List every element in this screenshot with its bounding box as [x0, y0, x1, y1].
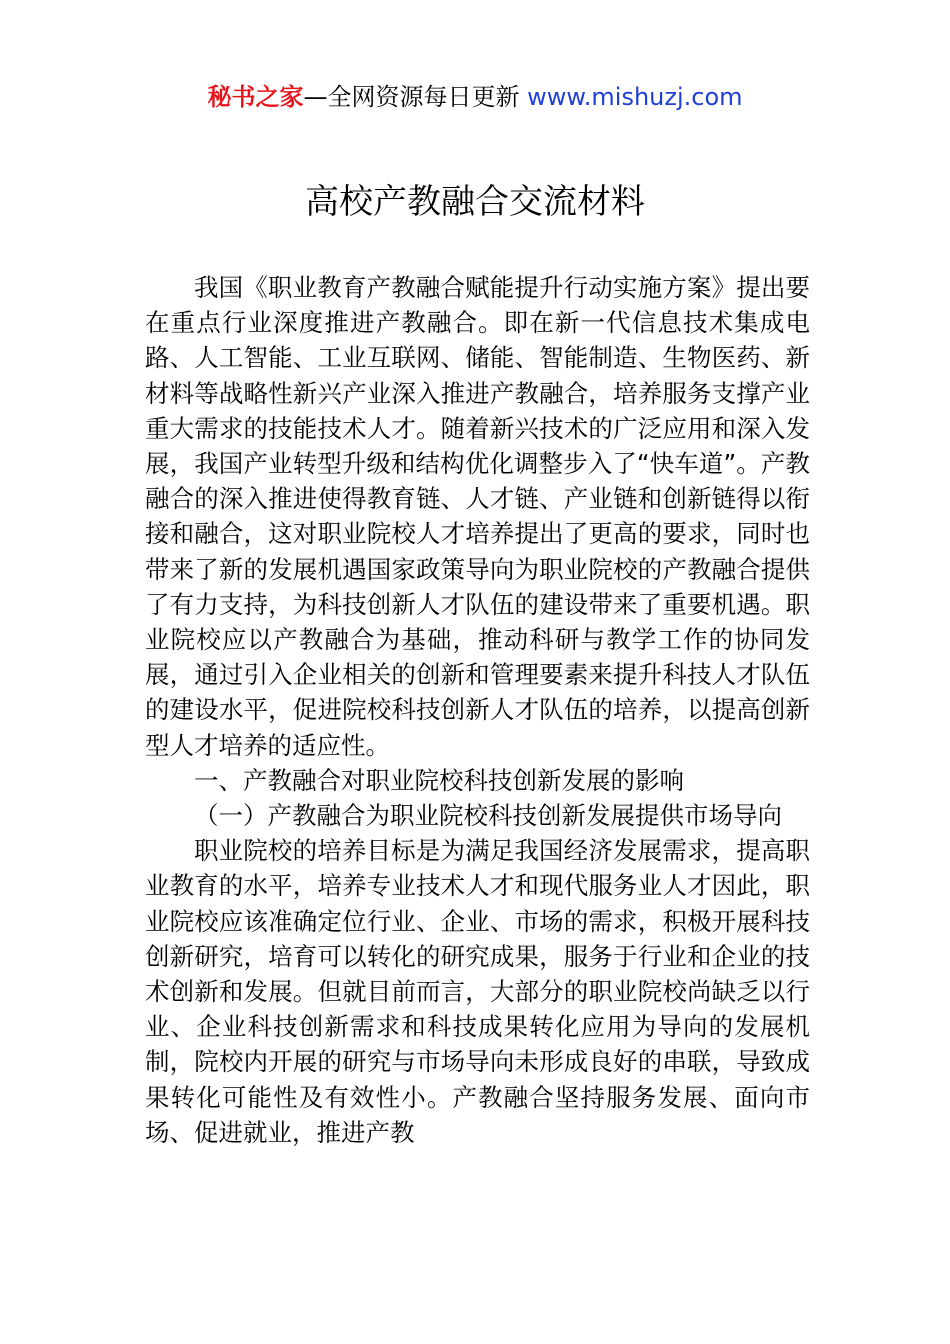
- paragraph-intro: 我国《职业教育产教融合赋能提升行动实施方案》提出要在重点行业深度推进产教融合。即在新一代信息技术集成电路、人工智能、工业互联网、储能、智能制造、生物医药、新材料等战略性新兴产业深入推进产教融合，培养服务支撑产业重大需求的技能技术人才。随着新兴技术的广泛应用和深入发展，我国产业转型升级和结构优化调整步入了“快车道”。产教融合的深入推进使得教育链、人才链、产业链和创新链得以衔接和融合，这对职业院校人才培养提出了更高的要求，同时也带来了新的发展机遇国家政策导向为职业院校的产教融合提供了有力支持，为科技创新人才队伍的建设带来了重要机遇。职业院校应以产教融合为基础，推动科研与教学工作的协同发展，通过引入企业相关的创新和管理要素来提升科技人才队伍的建设水平，促进院校科技创新人才队伍的培养，以提高创新型人才培养的适应性。: [145, 273, 810, 760]
- paragraph-body: 职业院校的培养目标是为满足我国经济发展需求，提高职业教育的水平，培养专业技术人才和现代服务业人才因此，职业院校应该准确定位行业、企业、市场的需求，积极开展科技创新研究，培育可以转化的研究成果，服务于行业和企业的技术创新和发展。但就目前而言，大部分的职业院校尚缺乏以行业、企业科技创新需求和科技成果转化应用为导向的发展机制，院校内开展的研究与市场导向未形成良好的串联，导致成果转化可能性及有效性小。产教融合坚持服务发展、面向市场、促进就业，推进产教: [145, 836, 810, 1147]
- document-title: 高校产教融合交流材料: [305, 182, 645, 222]
- site-url[interactable]: www.mishuzj.com: [527, 83, 743, 111]
- document-body: [145, 270, 810, 1150]
- section-heading-1: 一、产教融合对职业院校科技创新发展的影响: [194, 765, 684, 795]
- site-tagline: —全网资源每日更新: [303, 83, 520, 111]
- site-header: [0, 80, 950, 114]
- subsection-heading-1-1: （一）产教融合为职业院校科技创新发展提供市场导向: [194, 801, 782, 831]
- site-brand: 秘书之家: [207, 83, 304, 111]
